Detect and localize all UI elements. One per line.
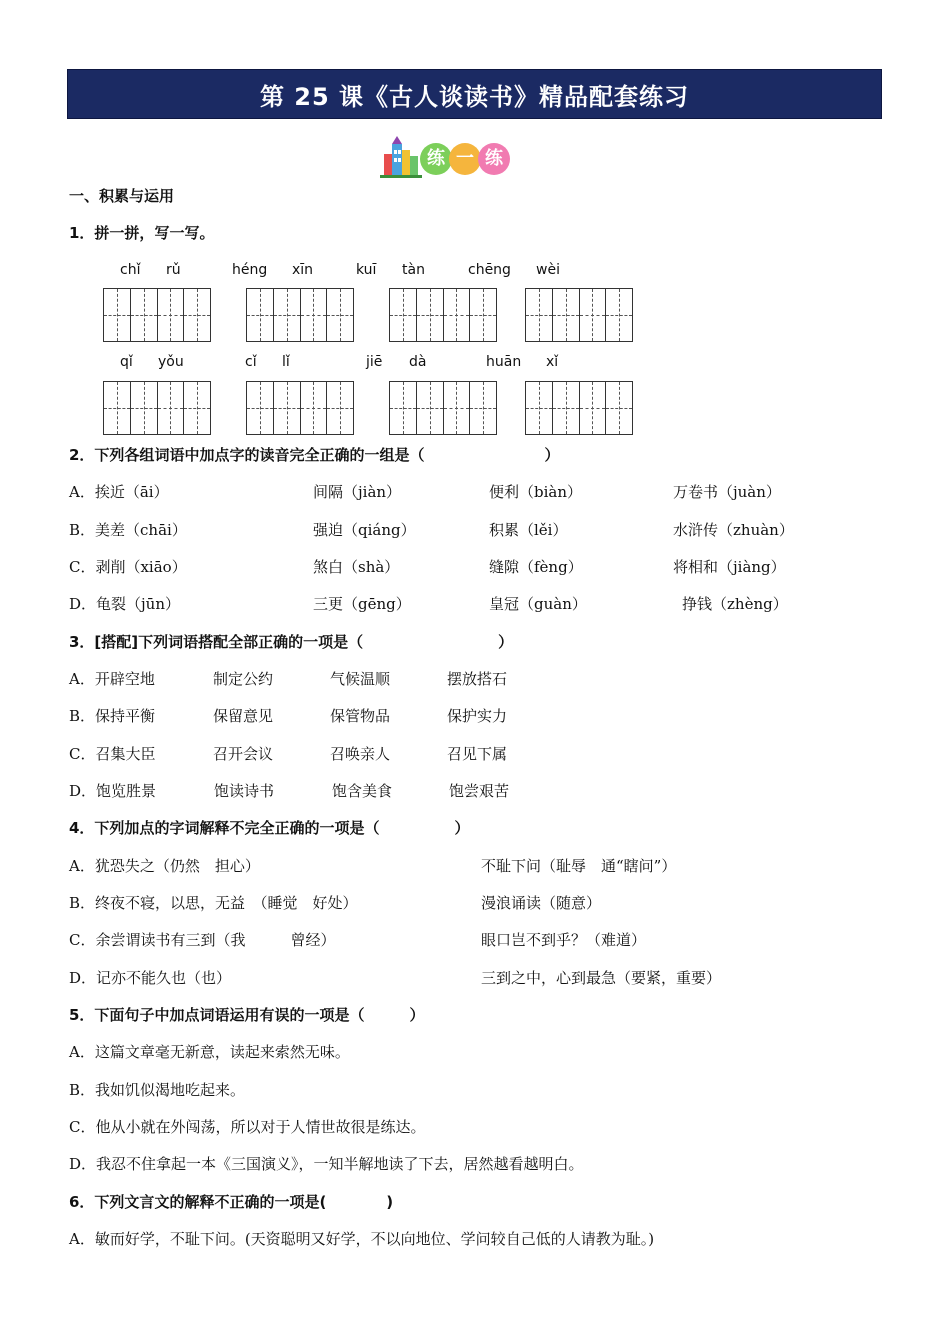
option-text: C．余尝谓读书有三到（我 曾经） (69, 931, 336, 949)
writing-grid[interactable] (103, 381, 211, 435)
option-text: A．挨近（āi） (69, 483, 169, 501)
option-text: 漫浪诵读（随意） (481, 894, 602, 912)
option-text: 挣钱（zhèng） (682, 595, 788, 613)
option-text: 召见下属 (447, 745, 508, 763)
pinyin: rǔ (166, 262, 181, 278)
writing-grid[interactable] (246, 381, 354, 435)
writing-grid[interactable] (525, 381, 633, 435)
question-3-title: 3．[搭配]下列词语搭配全部正确的一项是（ ） (69, 633, 514, 651)
option-text: 三到之中，心到最急（要紧，重要） (481, 969, 722, 987)
option-text: 间隔（jiàn） (313, 483, 402, 501)
practice-badge (380, 134, 512, 178)
option-text: C．剥削（xiāo） (69, 558, 187, 576)
option-text: 召开会议 (213, 745, 274, 763)
option-text: 万卷书（juàn） (673, 483, 781, 501)
question-1-title: 1．拼一拼，写一写。 (69, 224, 215, 242)
writing-grid[interactable] (389, 288, 497, 342)
option-text: 水浒传（zhuàn） (673, 521, 794, 539)
badge-char-1: 练 (420, 143, 452, 175)
option-text: 饱读诗书 (214, 782, 275, 800)
option-text: 强迫（qiáng） (313, 521, 416, 539)
question-6-title: 6．下列文言文的解释不正确的一项是( ) (69, 1193, 394, 1211)
option-text: 便利（biàn） (489, 483, 583, 501)
option-text: D．饱览胜景 (69, 782, 157, 800)
option-text: B．保持平衡 (69, 707, 156, 725)
badge-char-3: 练 (478, 143, 510, 175)
option-text: 眼口岂不到乎？（难道） (481, 931, 647, 949)
writing-grid[interactable] (525, 288, 633, 342)
pinyin: xǐ (546, 354, 559, 370)
pinyin: lǐ (282, 354, 290, 370)
option-text: 不耻下问（耻辱 通“瞎问”） (481, 857, 677, 875)
option-text: B．终夜不寝，以思，无益 （睡觉 好处） (69, 894, 358, 912)
option-text: D．我忍不住拿起一本《三国演义》，一知半解地读了下去，居然越看越明白。 (69, 1155, 584, 1173)
writing-grid[interactable] (389, 381, 497, 435)
option-text: 气候温顺 (330, 670, 391, 688)
pinyin: jiē (366, 354, 383, 370)
option-text: C．召集大臣 (69, 745, 156, 763)
option-text: 摆放搭石 (447, 670, 508, 688)
pinyin: chǐ (120, 262, 141, 278)
option-text: 将相和（jiàng） (673, 558, 786, 576)
option-text: 煞白（shà） (313, 558, 400, 576)
writing-grid[interactable] (246, 288, 354, 342)
page-title: 第 25 课《古人谈读书》精品配套练习 (259, 82, 690, 111)
option-text: 召唤亲人 (330, 745, 391, 763)
option-text: A．开辟空地 (69, 670, 155, 688)
pinyin: tàn (402, 262, 425, 278)
option-text: A．敏而好学，不耻下问。(天资聪明又好学，不以向地位、学问较自己低的人请教为耻。) (69, 1230, 655, 1248)
option-text: 饱尝艰苦 (449, 782, 510, 800)
option-text: 制定公约 (213, 670, 274, 688)
option-text: 饱含美食 (332, 782, 393, 800)
question-4-title: 4．下列加点的字词解释不完全正确的一项是（ ） (69, 819, 470, 837)
pinyin: dà (409, 354, 427, 370)
option-text: B．我如饥似渴地吃起来。 (69, 1081, 246, 1099)
pinyin: qǐ (120, 354, 133, 370)
question-2-title: 2．下列各组词语中加点字的读音完全正确的一组是（ ） (69, 446, 560, 464)
writing-grid[interactable] (103, 288, 211, 342)
option-text: C．他从小就在外闯荡，所以对于人情世故很是练达。 (69, 1118, 426, 1136)
option-text: 三更（gēng） (313, 595, 411, 613)
option-text: 皇冠（guàn） (489, 595, 587, 613)
pinyin: wèi (536, 262, 560, 278)
pinyin: xīn (292, 262, 314, 278)
pinyin: huān (486, 354, 522, 370)
option-text: B．美差（chāi） (69, 521, 187, 539)
option-text: D．记亦不能久也（也） (69, 969, 232, 987)
section-title: 一、积累与运用 (69, 187, 175, 205)
title-banner (67, 69, 882, 119)
pinyin: chēng (468, 262, 511, 278)
question-5-title: 5．下面句子中加点词语运用有误的一项是（ ） (69, 1006, 425, 1024)
pinyin: héng (232, 262, 268, 278)
option-text: 积累（lěi） (489, 521, 568, 539)
option-text: D．龟裂（jūn） (69, 595, 180, 613)
option-text: 保管物品 (330, 707, 391, 725)
option-text: 缝隙（fèng） (489, 558, 583, 576)
option-text: A．这篇文章毫无新意，读起来索然无味。 (69, 1043, 350, 1061)
option-text: 保护实力 (447, 707, 508, 725)
pinyin: kuī (356, 262, 377, 278)
option-text: 保留意见 (213, 707, 274, 725)
option-text: A．犹恐失之（仍然 担心） (69, 857, 260, 875)
pinyin: cǐ (245, 354, 257, 370)
badge-char-2: 一 (449, 143, 481, 175)
pinyin: yǒu (158, 354, 184, 370)
school-building-icon (380, 134, 422, 178)
